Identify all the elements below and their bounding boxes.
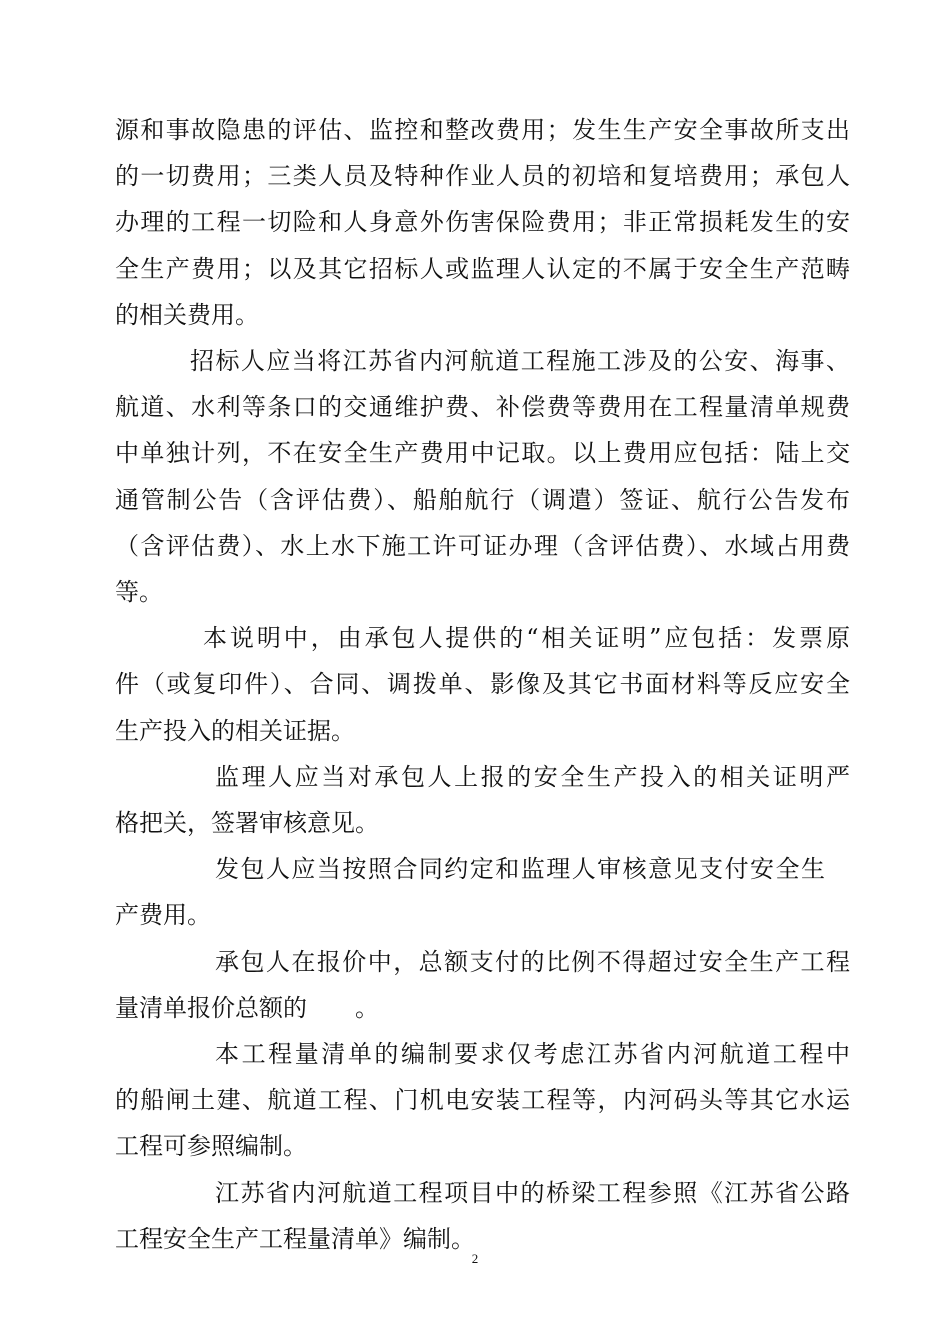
paragraph-start-line: 发包人应当按照合同约定和监理人审核意见支付安全生 bbox=[215, 855, 825, 884]
text-line: 等。 bbox=[115, 578, 163, 606]
paragraph-start-line: 本工程量清单的编制要求仅考虑江苏省内河航道工程中 bbox=[215, 1040, 850, 1068]
text-line: 件（或复印件）、合同、调拨单、影像及其它书面材料等反应安全 bbox=[115, 670, 850, 699]
text-line: 的一切费用；三类人员及特种作业人员的初培和复培费用；承包人 bbox=[115, 162, 850, 191]
text-line: 的相关费用。 bbox=[115, 300, 259, 329]
paragraph-start-line: 招标人应当将江苏省内河航道工程施工涉及的公安、海事、 bbox=[190, 347, 850, 375]
paragraph-start-line: 江苏省内河航道工程项目中的桥梁工程参照《江苏省公路 bbox=[215, 1178, 850, 1207]
text-line: 的船闸土建、航道工程、门机电安装工程等，内河码头等其它水运 bbox=[115, 1086, 850, 1115]
text-line: 工程可参照编制。 bbox=[115, 1132, 307, 1161]
text-line: 工程安全生产工程量清单》编制。 bbox=[115, 1224, 475, 1253]
text-line: 办理的工程一切险和人身意外伤害保险费用；非正常损耗发生的安 bbox=[115, 208, 850, 237]
text-line: 产费用。 bbox=[115, 901, 211, 930]
text-line: 全生产费用；以及其它招标人或监理人认定的不属于安全生产范畴 bbox=[115, 254, 850, 283]
text-line: 中单独计列，不在安全生产费用中记取。以上费用应包括：陆上交 bbox=[115, 439, 850, 468]
text-line: 量清单报价总额的 。 bbox=[115, 993, 379, 1022]
paragraph-start-line: 本说明中，由承包人提供的“相关证明”应包括：发票原 bbox=[203, 624, 850, 653]
text-line: 航道、水利等条口的交通维护费、补偿费等费用在工程量清单规费 bbox=[115, 393, 850, 422]
text-line: 源和事故隐患的评估、监控和整改费用；发生生产安全事故所支出 bbox=[115, 116, 850, 144]
text-line: （含评估费）、水上水下施工许可证办理（含评估费）、水域占用费 bbox=[115, 531, 850, 560]
text-line: 格把关，签署审核意见。 bbox=[115, 809, 379, 837]
text-line: 通管制公告（含评估费）、船舶航行（调遣）签证、航行公告发布 bbox=[115, 485, 850, 514]
page-number: 2 bbox=[471, 1251, 479, 1266]
paragraph-start-line: 承包人在报价中，总额支付的比例不得超过安全生产工程 bbox=[215, 947, 850, 976]
text-line: 生产投入的相关证据。 bbox=[115, 716, 355, 745]
paragraph-start-line: 监理人应当对承包人上报的安全生产投入的相关证明严 bbox=[215, 762, 850, 791]
